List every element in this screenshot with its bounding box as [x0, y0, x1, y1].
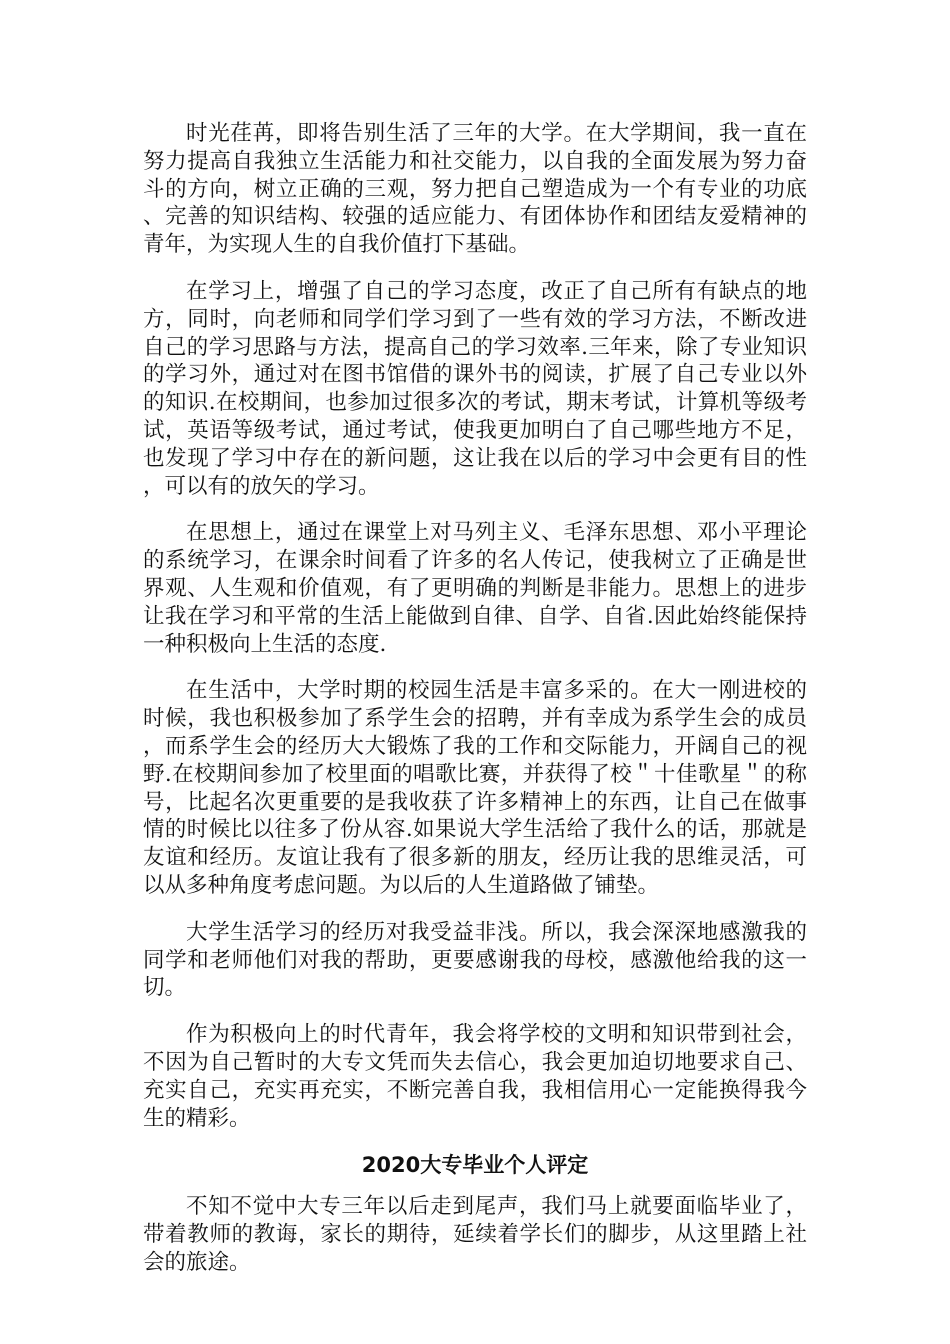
- paragraph-gratitude: 大学生活学习的经历对我受益非浅。所以，我会深深地感激我的同学和老师他们对我的帮助，更要感谢我的母校，感激他给我的这一切。: [143, 919, 807, 1001]
- paragraph-life: 在生活中，大学时期的校园生活是丰富多采的。在大一刚进校的时候，我也积极参加了系学生会的招聘，并有幸成为系学生会的成员，而系学生会的经历大大锻炼了我的工作和交际能力，开阔自己的视野.在校期间参加了校里面的唱歌比赛，并获得了校＂十佳歌星＂的称号，比起名次更重要的是我收获了许多精神上的东西，让自己在做事情的时候比以往多了份从容.如果说大学生活给了我什么的话，那就是友谊和经历。友谊让我有了很多新的朋友，经历让我的思维灵活，可以从多种角度考虑问题。为以后的人生道路做了铺垫。: [143, 678, 807, 898]
- paragraph-intro: 时光荏苒，即将告别生活了三年的大学。在大学期间，我一直在努力提高自我独立生活能力和社交能力，以自我的全面发展为努力奋斗的方向，树立正确的三观，努力把自己塑造成为一个有专业的功底、完善的知识结构、较强的适应能力、有团体协作和团结友爱精神的青年，为实现人生的自我价值打下基础。: [143, 121, 807, 258]
- paragraph-graduation: 不知不觉中大专三年以后走到尾声，我们马上就要面临毕业了，带着教师的教诲，家长的期待，延续着学长们的脚步，从这里踏上社会的旅途。: [143, 1194, 807, 1275]
- paragraph-future: 作为积极向上的时代青年，我会将学校的文明和知识带到社会，不因为自己暂时的大专文凭而失去信心，我会更加迫切地要求自己、充实自己，充实再充实，不断完善自我，我相信用心一定能换得我今生的精彩。: [143, 1022, 807, 1131]
- document-body: [143, 120, 807, 1296]
- section-heading: 2020大专毕业个人评定: [361, 1153, 589, 1178]
- paragraph-thought: 在思想上，通过在课堂上对马列主义、毛泽东思想、邓小平理论的系统学习，在课余时间看了许多的名人传记，使我树立了正确是世界观、人生观和价值观，有了更明确的判断是非能力。思想上的进步让我在学习和平常的生活上能做到自律、自学、自省.因此始终能保持一种积极向上生活的态度.: [143, 520, 807, 657]
- paragraph-study: 在学习上，增强了自己的学习态度，改正了自己所有有缺点的地方，同时，向老师和同学们学习到了一些有效的学习方法，不断改进自己的学习思路与方法，提高自己的学习效率.三年来，除了专业知识的学习外，通过对在图书馆借的课外书的阅读，扩展了自己专业以外的知识.在校期间，也参加过很多次的考试，期末考试，计算机等级考试，英语等级考试，通过考试，使我更加明白了自己哪些地方不足，也发现了学习中存在的新问题，这让我在以后的学习中会更有目的性，可以有的放矢的学习。: [143, 278, 807, 499]
